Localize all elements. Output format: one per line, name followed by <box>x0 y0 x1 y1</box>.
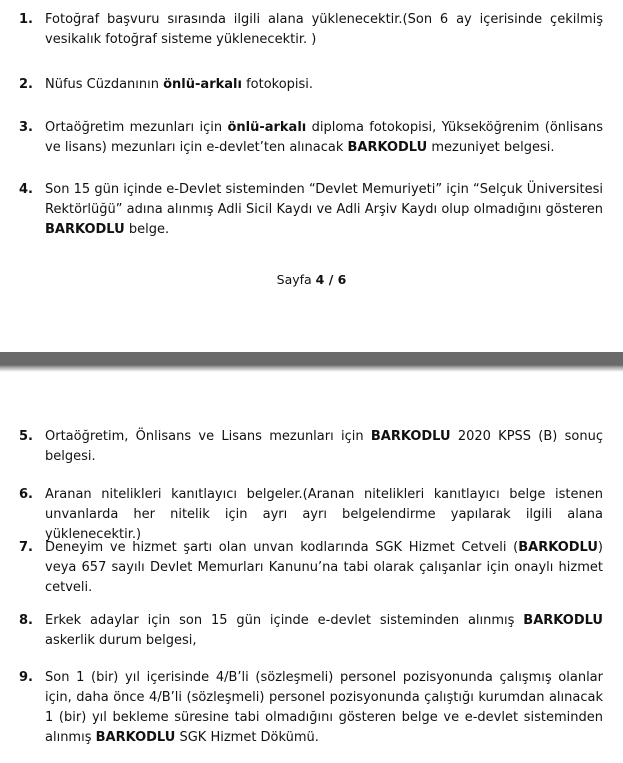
text-run: ) veya 657 sayılı Devlet Memurları Kanunu’na tabi olarak çalışanlar için onaylı hizmet cetveli. <box>45 540 603 595</box>
text-run: belge. <box>124 222 170 237</box>
item-number: 3. <box>19 120 33 135</box>
emphasis-text: BARKODLU <box>370 429 451 444</box>
item-text <box>45 118 603 158</box>
emphasis-text: BARKODLU <box>95 730 176 745</box>
page-separator-bar <box>0 352 623 372</box>
text-run: Ortaöğretim, Önlisans ve Lisans mezunları için <box>45 429 371 444</box>
text-run: Deneyim ve hizmet şartı olan unvan kodlarında SGK Hizmet Cetveli ( <box>45 540 519 555</box>
text-run: Fotoğraf başvuru sırasında ilgili alana yüklenecektir.(Son 6 ay içerisinde çekilmiş vesikalık fotoğraf sisteme yüklenecektir. ) <box>45 12 603 47</box>
text-run: fotokopisi. <box>241 77 314 92</box>
item-number: 6. <box>19 487 33 502</box>
item-number: 1. <box>19 12 33 27</box>
emphasis-text: BARKODLU <box>523 613 603 628</box>
item-text <box>45 10 603 50</box>
item-text <box>45 611 603 651</box>
page-total: 6 <box>337 272 347 287</box>
text-run: 2020 KPSS (B) sonuç belgesi. <box>45 429 603 464</box>
text-run: SGK Hizmet Dökümü. <box>175 730 319 745</box>
page-label: Sayfa <box>276 272 316 287</box>
text-run: Ortaöğretim mezunları için <box>45 120 228 135</box>
item-number: 5. <box>19 429 33 444</box>
item-text <box>45 75 603 95</box>
text-run: mezuniyet belgesi. <box>427 140 555 155</box>
item-text <box>45 485 603 545</box>
item-text <box>45 427 603 467</box>
page-separator: / <box>324 272 338 287</box>
emphasis-text: BARKODLU <box>45 222 125 237</box>
item-text <box>45 180 603 240</box>
page-current: 4 <box>315 272 325 287</box>
emphasis-text: önlü-arkalı <box>163 77 242 92</box>
document-page-5 <box>0 372 623 763</box>
item-text <box>45 538 603 598</box>
emphasis-text: BARKODLU <box>347 140 428 155</box>
text-run: Aranan nitelikleri kanıtlayıcı belgeler.(Aranan nitelikleri kanıtlayıcı belge istenen unvanlarda her nitelik için ayrı ayrı belgelendirme yapılarak ilgili alana yüklenecektir.) <box>45 487 603 542</box>
item-number: 2. <box>19 77 33 92</box>
text-run: diploma fotokopisi, Yükseköğrenim (önlisans ve lisans) mezunları için e-devlet’ten alınacak <box>45 120 603 155</box>
item-number: 7. <box>19 540 33 555</box>
text-run: askerlik durum belgesi, <box>45 633 197 648</box>
item-text <box>45 668 603 748</box>
page-number-footer <box>0 270 623 290</box>
text-run: Son 1 (bir) yıl içerisinde 4/B’li (sözleşmeli) personel pozisyonunda çalışmış olanlar için, daha önce 4/B’li (sözleşmeli) personel pozisyonunda çalıştığı kurumdan alınacak 1 (bir) yıl bekleme süresine tabi olmadığını gösteren belge ve e-devlet sisteminden alınmış <box>45 670 603 745</box>
item-number: 4. <box>19 182 33 197</box>
emphasis-text: önlü-arkalı <box>227 120 307 135</box>
text-run: Nüfus Cüzdanının <box>45 77 164 92</box>
text-run: Son 15 gün içinde e-Devlet sisteminden “Devlet Memuriyeti” için “Selçuk Üniversitesi Rektörlüğü” adına alınmış Adli Sicil Kaydı ve Adli Arşiv Kaydı olup olmadığını gösteren <box>45 182 603 217</box>
item-number: 8. <box>19 613 33 628</box>
document-page-4 <box>0 0 623 352</box>
item-number: 9. <box>19 670 33 685</box>
emphasis-text: BARKODLU <box>518 540 598 555</box>
text-run: Erkek adaylar için son 15 gün içinde e-devlet sisteminden alınmış <box>45 613 524 628</box>
